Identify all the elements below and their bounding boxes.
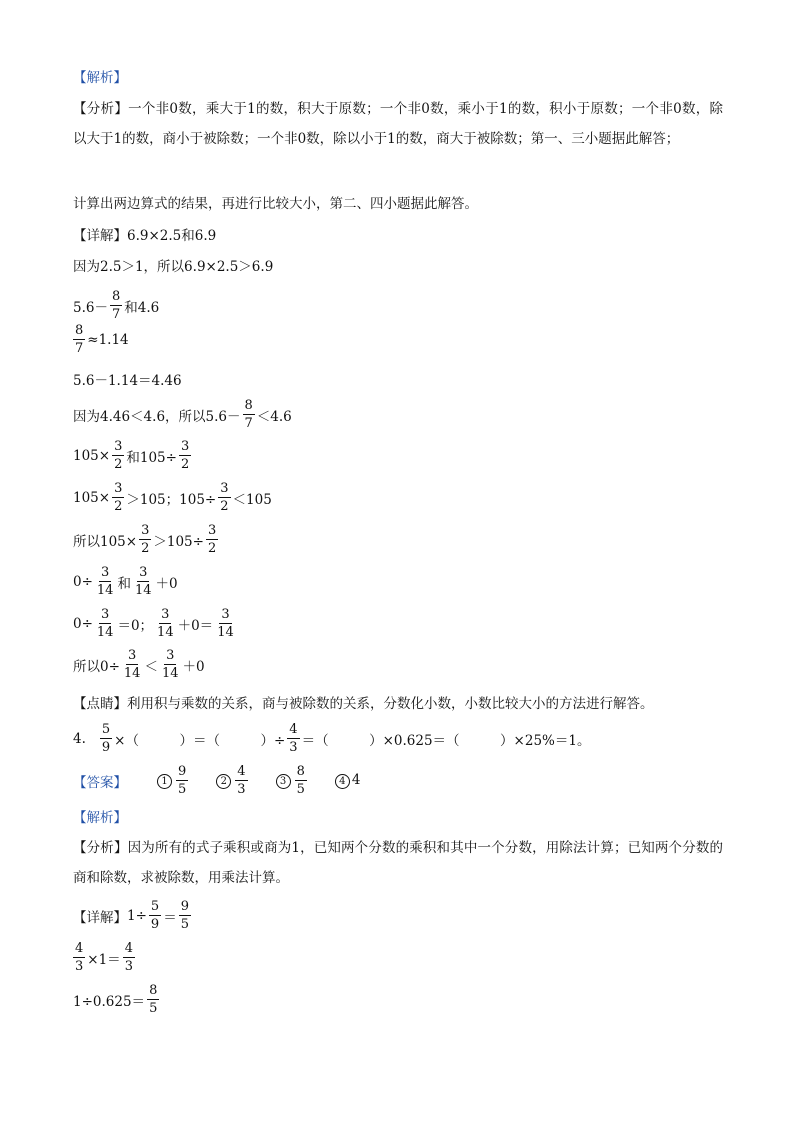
numerator: 3 [141,523,150,538]
detail-line-12 [73,647,205,682]
denominator: 14 [157,625,174,640]
answer-value: 4 [351,772,361,788]
fraction [215,606,236,641]
fraction [147,982,159,1017]
q4-detail-1 [73,898,193,933]
numerator: 4 [75,941,84,956]
answer-line [73,763,360,798]
numerator: 3 [166,648,175,663]
xiangjie-label-2: 【详解】 [73,909,127,926]
expr-text: 因为4.46＜4.6，所以5.6－ [73,408,241,425]
expr-text: ＋0 [155,575,178,592]
detail-line-3 [73,288,159,323]
question-text: ×（ ）＝（ ）÷ [114,732,286,749]
numerator: 4 [237,764,246,779]
detail-line-10 [73,564,178,599]
expr-text: ＞105÷ [153,533,204,550]
fraction [206,522,218,557]
fraction [95,564,116,599]
numerator: 3 [180,439,190,454]
dianjing-line [73,692,654,712]
answer-1 [157,763,190,798]
denominator: 7 [244,416,253,431]
fenxi-label: 【分析】 [73,101,129,117]
fenxi-text-q4: 因为所有的式子乘积或商为1，已知两个分数的乘积和其中一个分数，用除法计算；已知两个分数的商和除数，求被除数，用乘法计算。 [73,840,724,886]
denominator: 3 [124,959,133,974]
expr-text: ＋0＝ [177,617,214,634]
circle-number: 2 [216,774,231,789]
fenxi-text-2: 计算出两边算式的结果，再进行比较大小，第二、四小题据此解答。 [73,196,478,212]
denominator: 14 [134,583,152,598]
fraction [73,940,85,975]
fraction [295,763,307,798]
denominator: 2 [114,457,123,472]
expr-text: ＋0 [182,658,205,675]
expr-text: ＜ [144,658,158,675]
numerator: 3 [161,607,170,622]
question-number: 4. [73,730,86,747]
expr-text: 6.9×2.5和6.9 [127,228,217,244]
expr-text: 105× [73,489,111,506]
answer-label: 【答案】 [73,774,127,791]
denominator: 7 [75,341,84,356]
expr-text: 和4.6 [124,299,160,316]
numerator: 3 [207,523,217,538]
detail-line-6 [73,397,292,432]
detail-line-7 [73,438,193,473]
q4-detail-2 [73,940,137,975]
expr-text: ＞105；105÷ [126,491,217,508]
detail-line-9 [73,522,220,557]
fraction [176,763,188,798]
fraction [243,397,255,432]
fraction [235,763,247,798]
numerator: 5 [101,722,111,737]
fraction [122,647,143,682]
fraction [95,606,116,641]
fraction [112,438,124,473]
denominator: 14 [96,583,114,598]
fenxi-label-2: 【分析】 [73,840,128,856]
numerator: 8 [149,983,158,998]
denominator: 2 [114,499,123,514]
answer-4 [335,772,361,789]
numerator: 3 [128,648,137,663]
analysis-header: 【解析】 [73,70,127,86]
fraction [179,438,191,473]
expr-text: 所以0÷ [73,658,120,675]
analysis-header-2: 【解析】 [73,810,127,826]
fraction [179,898,191,933]
denominator: 9 [101,740,111,755]
circle-number: 1 [157,774,172,789]
numerator: 3 [114,481,123,496]
numerator: 3 [220,481,229,496]
expr-text: 0÷ [73,615,93,632]
numerator: 4 [124,941,133,956]
fraction [287,721,299,756]
expr-text: 105× [73,447,111,464]
expr-text: 和105÷ [126,449,177,466]
expr-text: 1÷ [127,907,147,924]
fraction [133,564,154,599]
fraction [160,647,181,682]
denominator: 2 [207,541,217,556]
analysis-paragraph [73,94,723,154]
expr-text: 5.6－ [73,299,108,316]
detail-line-1 [73,224,216,244]
numerator: 3 [221,607,230,622]
fraction [155,606,176,641]
analysis-paragraph-2 [73,833,723,893]
denominator: 14 [217,625,234,640]
expr-text: 所以105× [73,533,138,550]
circle-number: 3 [276,774,291,789]
expr-text: ＝0； [117,617,154,634]
denominator: 5 [180,917,189,932]
denominator: 14 [96,625,114,640]
expr-text: ＜4.6 [256,408,292,425]
numerator: 9 [178,764,187,779]
denominator: 14 [123,666,141,681]
denominator: 7 [111,307,121,322]
denominator: 3 [75,959,84,974]
denominator: 5 [178,782,187,797]
detail-line-11 [73,606,238,641]
fraction [100,721,112,756]
fraction [149,898,161,933]
numerator: 9 [180,899,189,914]
denominator: 9 [150,917,160,932]
detail-line-4 [73,322,129,357]
expr-text: 1÷0.625＝ [73,993,146,1010]
denominator: 5 [149,1001,158,1016]
expr-text: 和 [117,575,131,592]
numerator: 3 [114,439,123,454]
denominator: 5 [296,782,305,797]
numerator: 4 [289,722,298,737]
denominator: 14 [161,666,179,681]
expr-text: ＝ [163,909,177,926]
numerator: 3 [101,607,110,622]
xiangjie-label: 【详解】 [73,228,127,244]
numerator: 8 [111,289,121,304]
denominator: 2 [141,541,150,556]
fraction [112,480,124,515]
fraction [123,940,135,975]
expr-text: ×1＝ [87,951,121,968]
question-4 [73,721,590,756]
dianjing-label: 【点睛】 [73,696,127,712]
circle-number: 4 [335,774,350,789]
numerator: 3 [101,565,110,580]
fraction [139,522,151,557]
fenxi-text: 一个非0数，乘大于1的数，积大于原数；一个非0数，乘小于1的数，积小于原数；一个非0数，除以大于1的数，商小于被除数；一个非0数，除以小于1的数，商大于被除数；第一、三小题据此解答； [73,101,723,147]
fraction [218,480,230,515]
numerator: 8 [244,398,253,413]
answer-2 [216,763,249,798]
denominator: 3 [289,740,298,755]
denominator: 2 [180,457,190,472]
q4-detail-3 [73,982,161,1017]
fraction [110,288,122,323]
numerator: 5 [150,899,160,914]
fraction [73,322,85,357]
numerator: 8 [296,764,305,779]
denominator: 2 [220,499,229,514]
answer-3 [276,763,309,798]
detail-line-5: 5.6－1.14＝4.46 [73,373,182,389]
numerator: 3 [139,565,148,580]
expr-text: ＜105 [232,491,272,508]
expr-text: ≈1.14 [87,331,129,348]
detail-line-8 [73,480,272,515]
denominator: 3 [237,782,246,797]
dianjing-text: 利用积与乘数的关系，商与被除数的关系，分数化小数，小数比较大小的方法进行解答。 [127,696,654,712]
numerator: 8 [75,323,84,338]
question-text: ＝（ ）×0.625＝（ ）×25%＝1。 [301,732,591,749]
expr-text: 0÷ [73,573,93,590]
detail-line-2: 因为2.5＞1，所以6.9×2.5＞6.9 [73,259,274,275]
